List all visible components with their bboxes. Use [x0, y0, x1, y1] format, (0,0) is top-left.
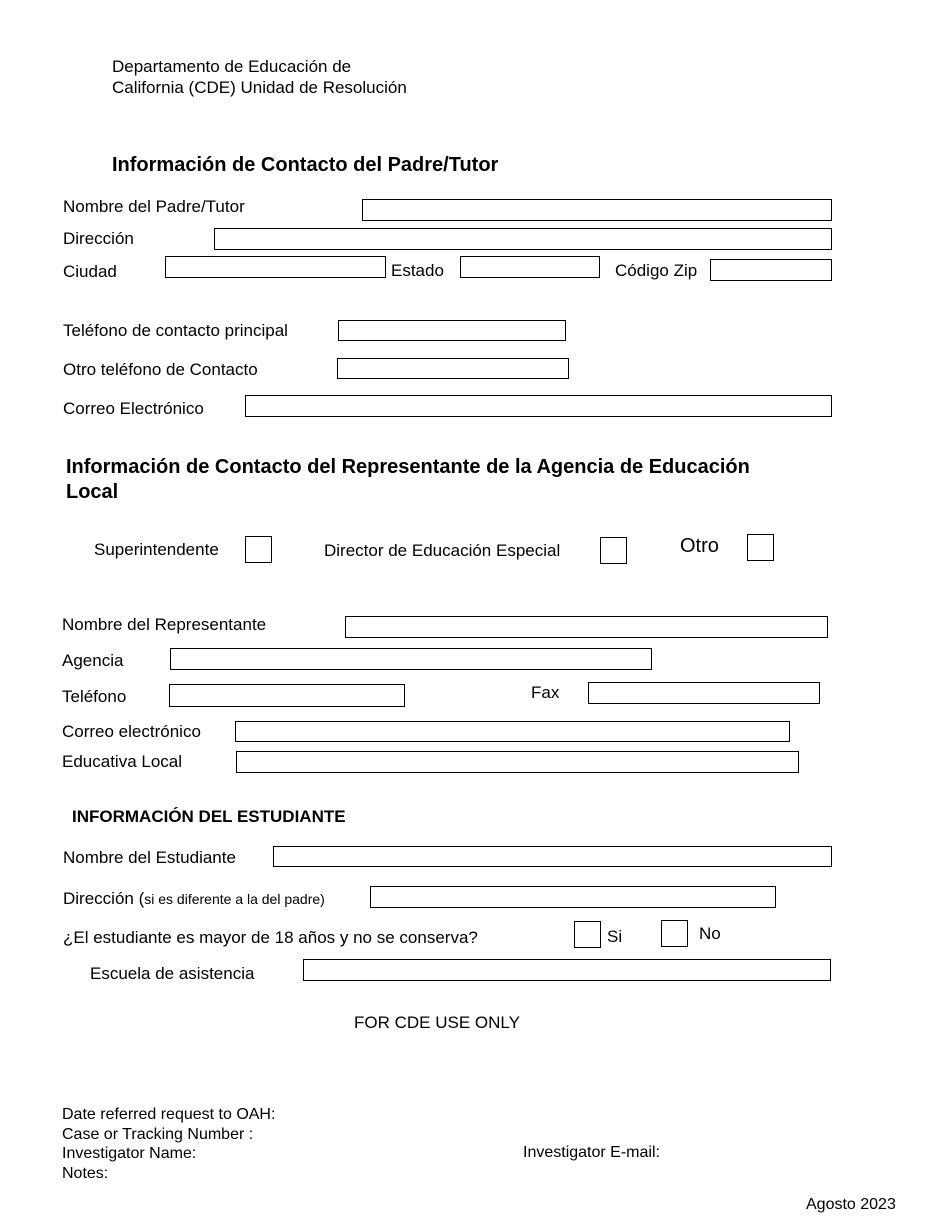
sped-director-label: Director de Educación Especial [324, 541, 561, 560]
over18-no-label: No [699, 924, 721, 943]
student-address-label-main: Dirección ( [63, 889, 145, 908]
header-line-2: California (CDE) Unidad de Resolución [112, 78, 407, 97]
school-field[interactable] [303, 959, 831, 981]
over18-no-checkbox[interactable] [661, 920, 688, 947]
other-label: Otro [680, 535, 719, 557]
parent-section-title: Información de Contacto del Padre/Tutor [112, 154, 499, 176]
parent-primary-phone-label: Teléfono de contacto principal [63, 321, 288, 340]
rep-email-label: Correo electrónico [62, 722, 201, 741]
parent-name-field[interactable] [362, 199, 832, 221]
student-section-title: INFORMACIÓN DEL ESTUDIANTE [72, 807, 346, 826]
rep-phone-label: Teléfono [62, 687, 127, 706]
parent-email-label: Correo Electrónico [63, 399, 204, 418]
lea-section-title-line-1: Información de Contacto del Representante de la Agencia de Educación [66, 456, 750, 478]
parent-state-label: Estado [391, 261, 444, 280]
student-address-label-note: si es diferente a la del padre) [144, 891, 325, 907]
parent-city-label: Ciudad [63, 262, 117, 281]
rep-fax-field[interactable] [588, 682, 820, 704]
school-label: Escuela de asistencia [90, 964, 255, 983]
parent-other-phone-field[interactable] [337, 358, 569, 379]
rep-lea-label: Educativa Local [62, 752, 183, 771]
student-name-label: Nombre del Estudiante [63, 848, 236, 867]
rep-phone-field[interactable] [169, 684, 405, 707]
sped-director-checkbox[interactable] [600, 537, 627, 564]
rep-lea-field[interactable] [236, 751, 799, 773]
parent-address-field[interactable] [214, 228, 832, 250]
agency-label: Agencia [62, 651, 124, 670]
date-referred-label: Date referred request to OAH: [62, 1106, 276, 1123]
notes-label: Notes: [62, 1165, 109, 1182]
over18-yes-label: Si [607, 927, 623, 946]
investigator-email-label: Investigator E-mail: [523, 1144, 660, 1161]
cde-use-only-title: FOR CDE USE ONLY [354, 1013, 520, 1032]
rep-name-field[interactable] [345, 616, 828, 638]
over18-question: ¿El estudiante es mayor de 18 años y no se conserva? [63, 928, 478, 947]
parent-city-field[interactable] [165, 256, 386, 278]
parent-primary-phone-field[interactable] [338, 320, 566, 341]
parent-address-label: Dirección [63, 229, 134, 248]
lea-section-title-line-2: Local [66, 481, 119, 503]
other-checkbox[interactable] [747, 534, 774, 561]
parent-zip-label: Código Zip [615, 261, 698, 280]
case-number-label: Case or Tracking Number : [62, 1126, 254, 1143]
student-name-field[interactable] [273, 846, 832, 867]
parent-name-label: Nombre del Padre/Tutor [63, 197, 245, 216]
rep-email-field[interactable] [235, 721, 790, 742]
header-line-1: Departamento de Educación de [112, 57, 352, 76]
parent-email-field[interactable] [245, 395, 832, 417]
parent-state-field[interactable] [460, 256, 600, 278]
parent-other-phone-label: Otro teléfono de Contacto [63, 360, 258, 379]
parent-zip-field[interactable] [710, 259, 832, 281]
student-address-field[interactable] [370, 886, 776, 908]
superintendent-checkbox[interactable] [245, 536, 272, 563]
investigator-name-label: Investigator Name: [62, 1145, 197, 1162]
over18-yes-checkbox[interactable] [574, 921, 601, 948]
footer-date: Agosto 2023 [806, 1196, 896, 1213]
student-address-label [63, 889, 325, 909]
agency-field[interactable] [170, 648, 652, 670]
rep-name-label: Nombre del Representante [62, 615, 267, 634]
rep-fax-label: Fax [531, 683, 560, 702]
superintendent-label: Superintendente [94, 540, 219, 559]
